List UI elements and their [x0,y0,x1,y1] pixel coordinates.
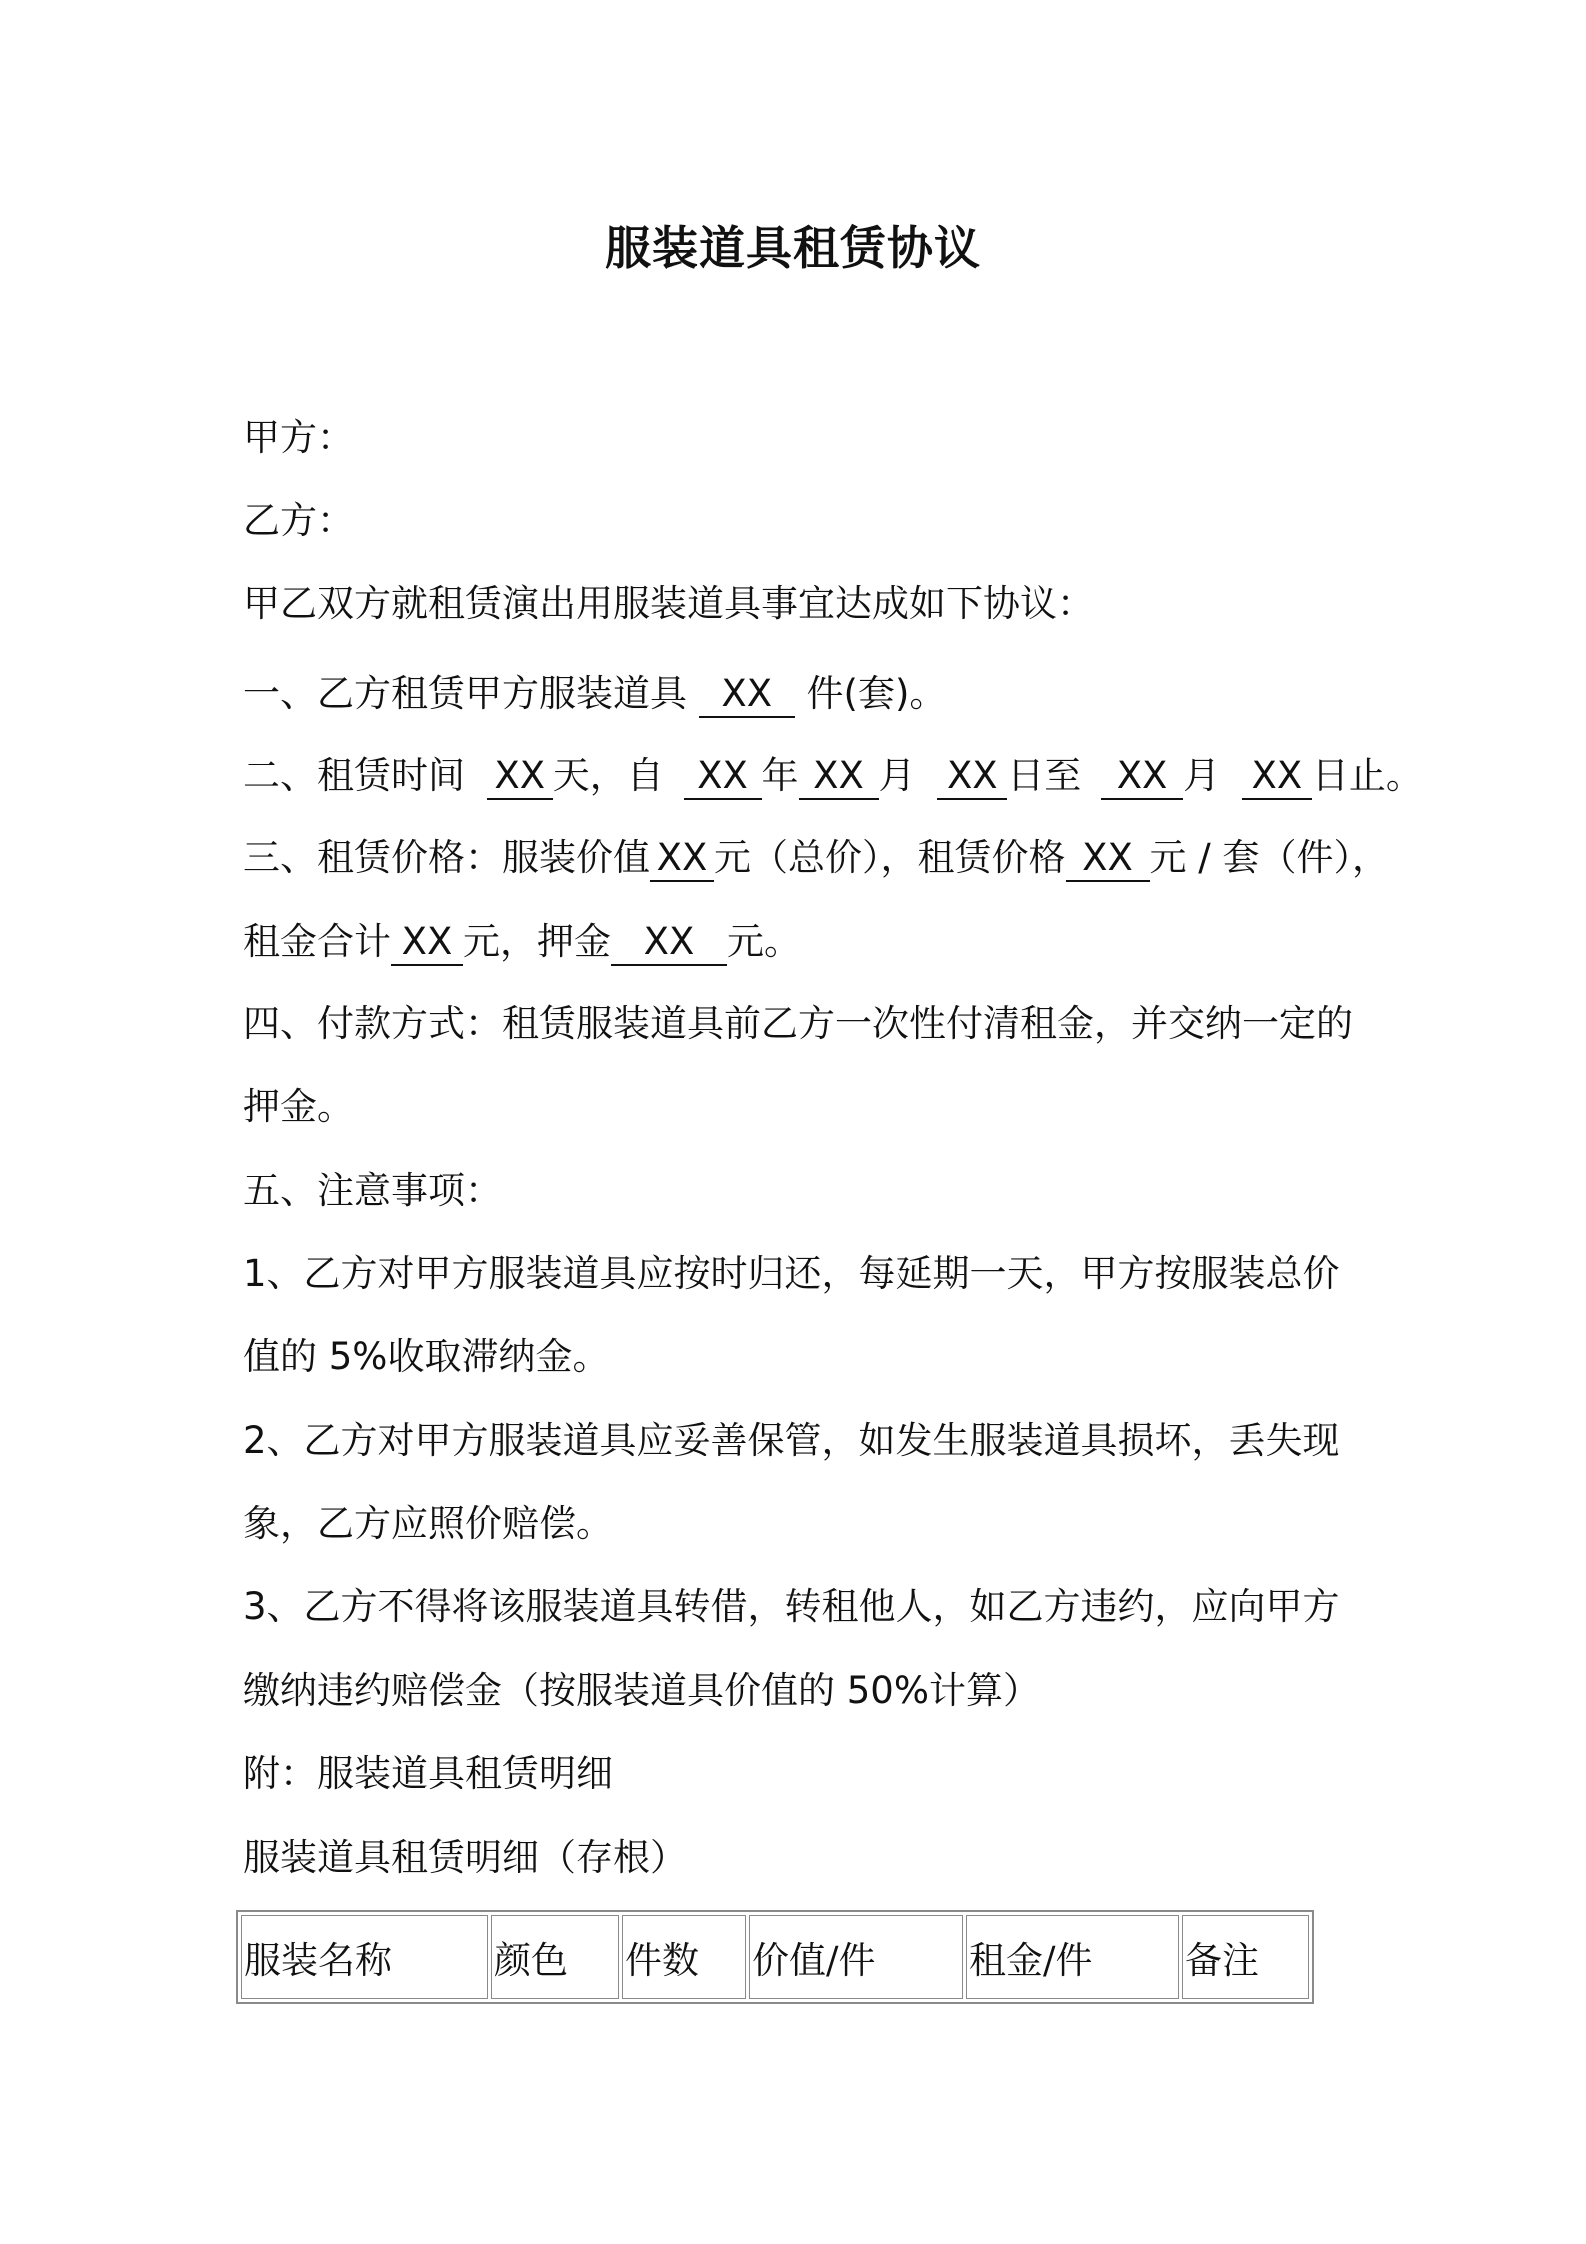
note-3-line-2: 缴纳违约赔偿金（按服装道具价值的 50%计算） [243,1669,1040,1712]
header-color: 颜色 [491,1915,619,1999]
clause-2-text-4: 日至 [1007,754,1082,797]
attachment-line: 附：服装道具租赁明细 [243,1752,613,1795]
note-2-line-1: 2、乙方对甲方服装道具应妥善保管，如发生服装道具损坏，丢失现 [243,1419,1340,1462]
clause-2-text-6: 日止。 [1311,754,1423,797]
note-2-line-2: 象，乙方应照价赔偿。 [243,1502,613,1545]
clause-5-heading: 五、注意事项： [243,1169,502,1212]
clause-3-text-2: 元 / 套（件）， [1149,836,1389,879]
clause-4-line-2: 押金。 [243,1085,354,1128]
header-value-per-piece: 价值/件 [749,1915,963,1999]
note-3-line-1: 3、乙方不得将该服装道具转借，转租他人，如乙方违约，应向甲方 [243,1585,1340,1628]
clause-3-text-4: 元。 [727,920,801,963]
price-blank: XX [1066,836,1150,882]
month-end-blank: XX [1101,754,1183,800]
clause-3-prefix: 三、租赁价格：服装价值 [243,836,650,879]
clause-2 [243,752,1423,800]
clause-3-text-1: 元（总价），租赁价格 [714,836,1066,879]
clause-3-line-2 [243,918,801,966]
month-start-blank: XX [799,754,879,800]
note-1-line-1: 1、乙方对甲方服装道具应按时归还，每延期一天，甲方按服装总价 [243,1252,1340,1295]
clause-2-text-2: 年 [761,754,799,797]
day-start-blank: XX [937,754,1007,800]
clause-3-text-3: 元，押金 [463,920,611,963]
header-remarks: 备注 [1182,1915,1309,1999]
clause-2-text-3: 月 [878,754,916,797]
clause-1 [243,670,946,718]
header-quantity: 件数 [622,1915,746,1999]
clause-3-line2-prefix: 租金合计 [243,920,391,963]
clause-2-prefix: 二、租赁时间 [243,754,465,797]
table-header-row [241,1915,1309,1999]
intro-line: 甲乙双方就租赁演出用服装道具事宜达成如下协议： [243,582,1094,625]
year-blank: XX [684,754,762,800]
clause-4-line-1: 四、付款方式：租赁服装道具前乙方一次性付清租金，并交纳一定的 [243,1002,1353,1045]
clause-3 [243,834,1389,882]
header-garment-name: 服装名称 [241,1915,488,1999]
deposit-blank: XX [611,920,727,966]
total-blank: XX [391,920,463,966]
clause-2-text-5: 月 [1183,754,1221,797]
clause-2-text-1: 天，自 [552,754,664,797]
clause-1-suffix: 件(套)。 [806,672,947,715]
day-end-blank: XX [1242,754,1312,800]
document-title: 服装道具租赁协议 [605,221,981,275]
quantity-blank: XX [699,672,795,718]
party-b-line: 乙方： [243,499,354,542]
header-rent-per-piece: 租金/件 [966,1915,1179,1999]
value-blank: XX [650,836,714,882]
clause-1-prefix: 一、乙方租赁甲方服装道具 [243,672,687,715]
table-caption: 服装道具租赁明细（存根） [243,1836,687,1879]
rental-detail-table [236,1910,1314,2004]
party-a-line: 甲方： [243,416,354,459]
days-blank: XX [487,754,553,800]
note-1-line-2: 值的 5%收取滞纳金。 [243,1335,610,1378]
